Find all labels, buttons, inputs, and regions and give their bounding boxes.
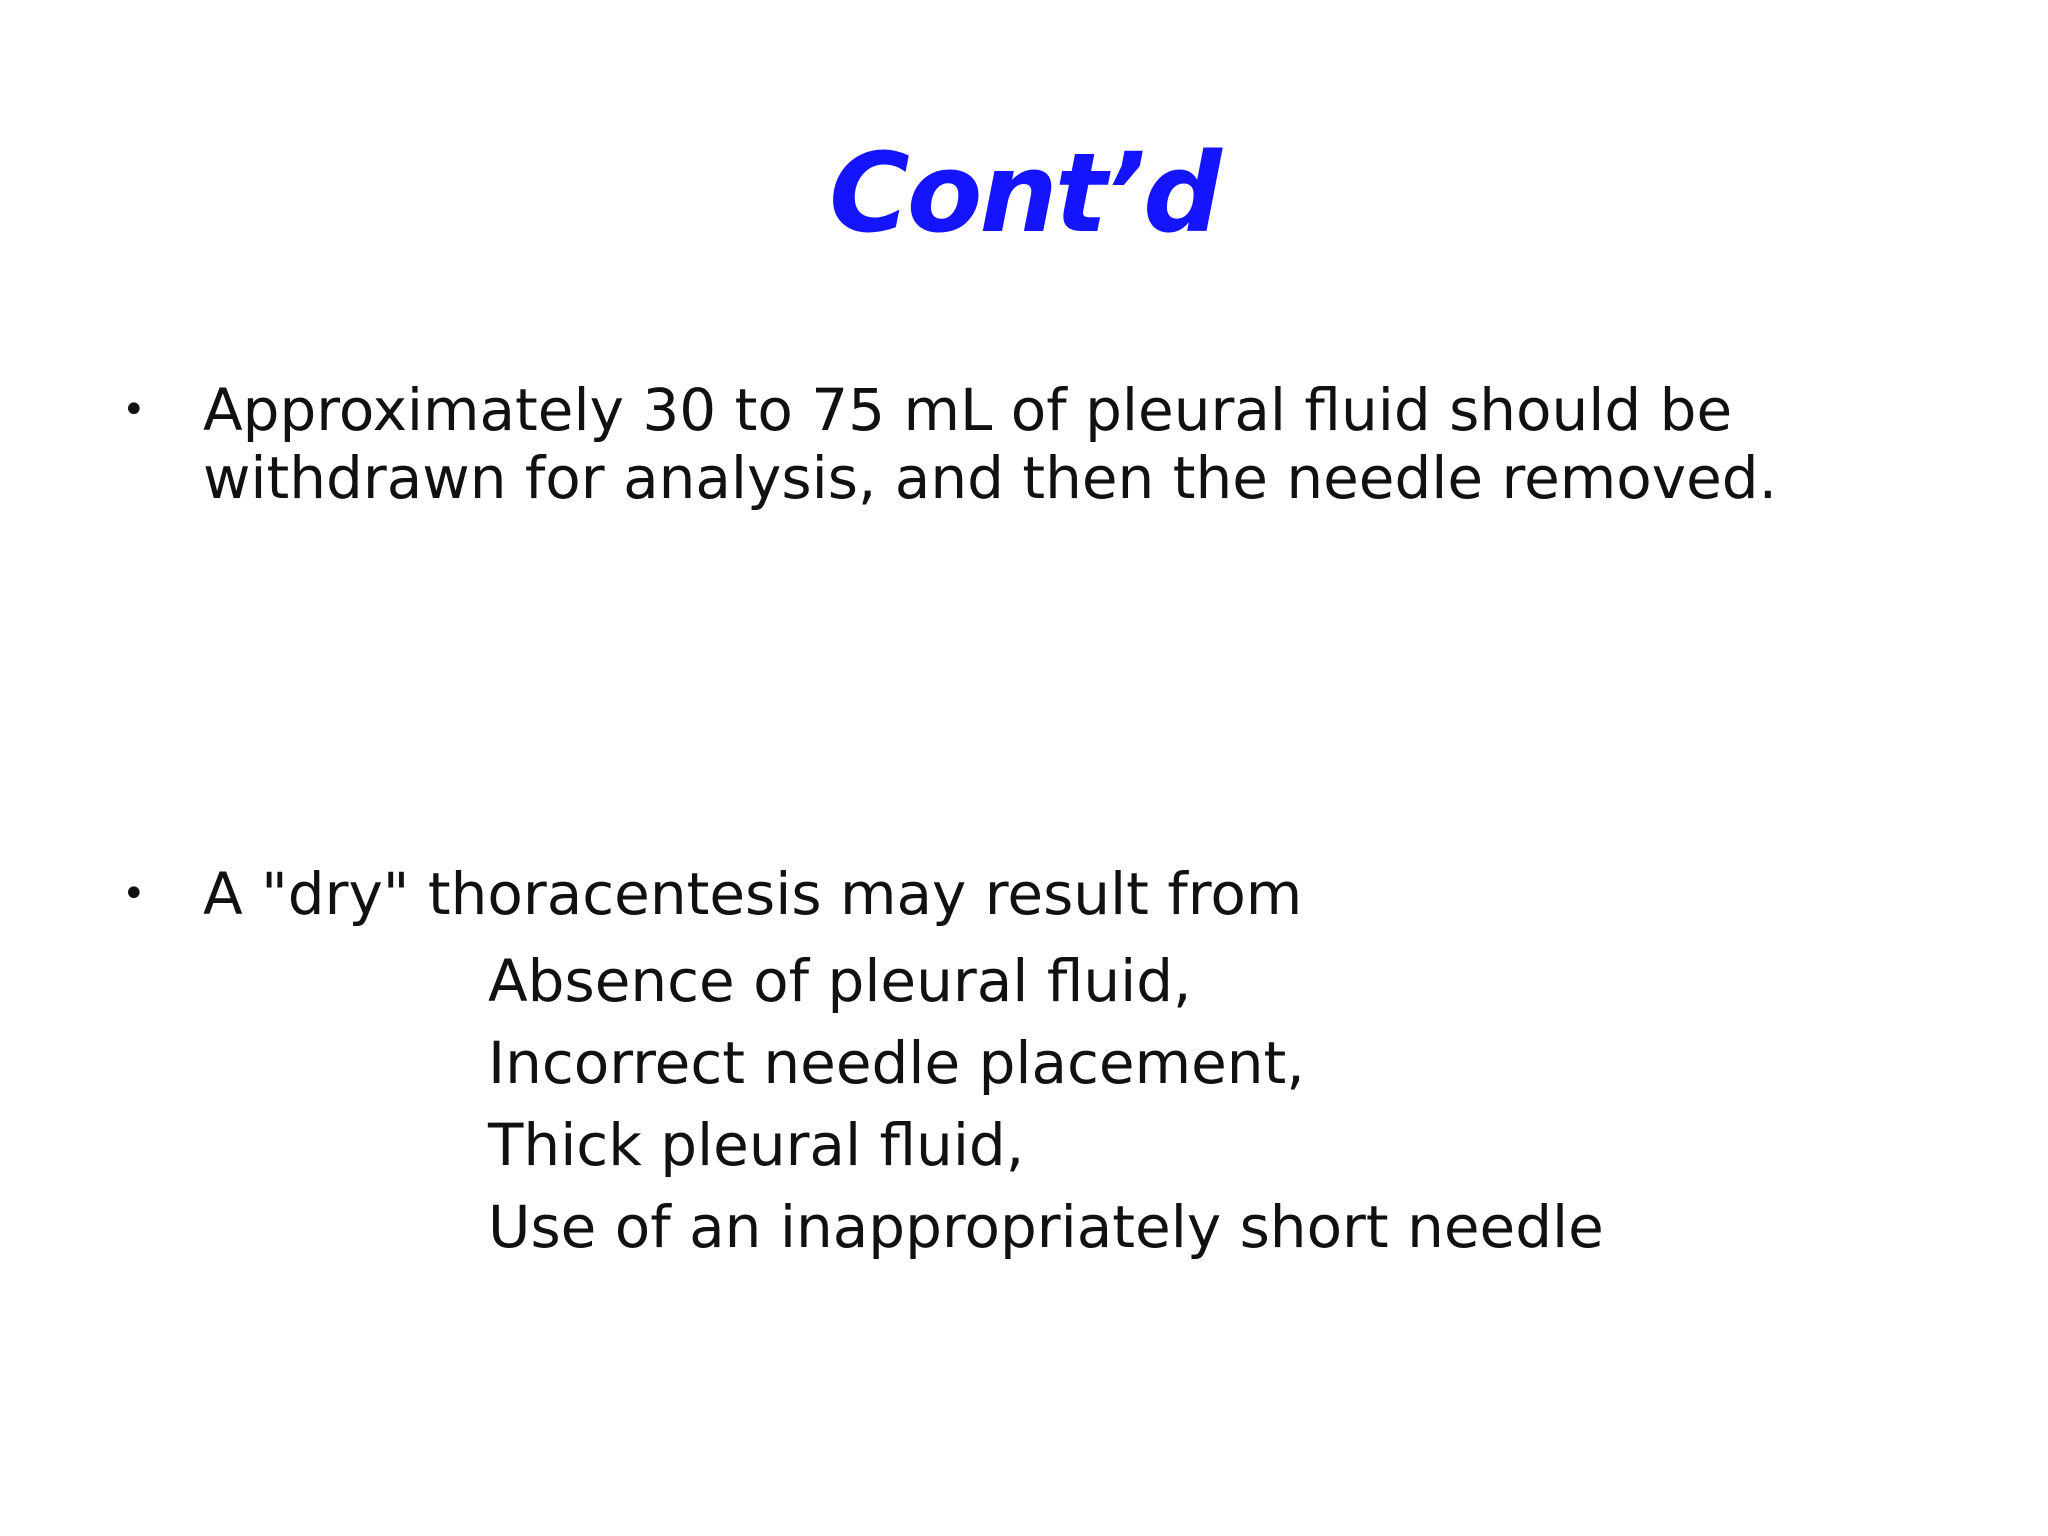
bullet-line: Approximately 30 to 75 mL of pleural fluid should be bbox=[203, 376, 1733, 444]
bullet-marker: • bbox=[122, 871, 146, 917]
slide-title: Cont’d bbox=[829, 129, 1219, 257]
sub-item: Incorrect needle placement, bbox=[488, 1029, 1305, 1097]
bullet-text bbox=[203, 860, 2003, 928]
bullet-line: withdrawn for analysis, and then the needle removed. bbox=[203, 444, 1778, 512]
sub-item-list bbox=[488, 940, 1604, 1268]
bullet-text bbox=[203, 376, 2003, 512]
bullet-line: A "dry" thoracentesis may result from bbox=[203, 860, 1303, 928]
sub-item: Thick pleural fluid, bbox=[488, 1111, 1025, 1179]
sub-item: Absence of pleural fluid, bbox=[488, 947, 1192, 1015]
bullet-marker: • bbox=[122, 387, 146, 433]
sub-item: Use of an inappropriately short needle bbox=[488, 1193, 1604, 1261]
